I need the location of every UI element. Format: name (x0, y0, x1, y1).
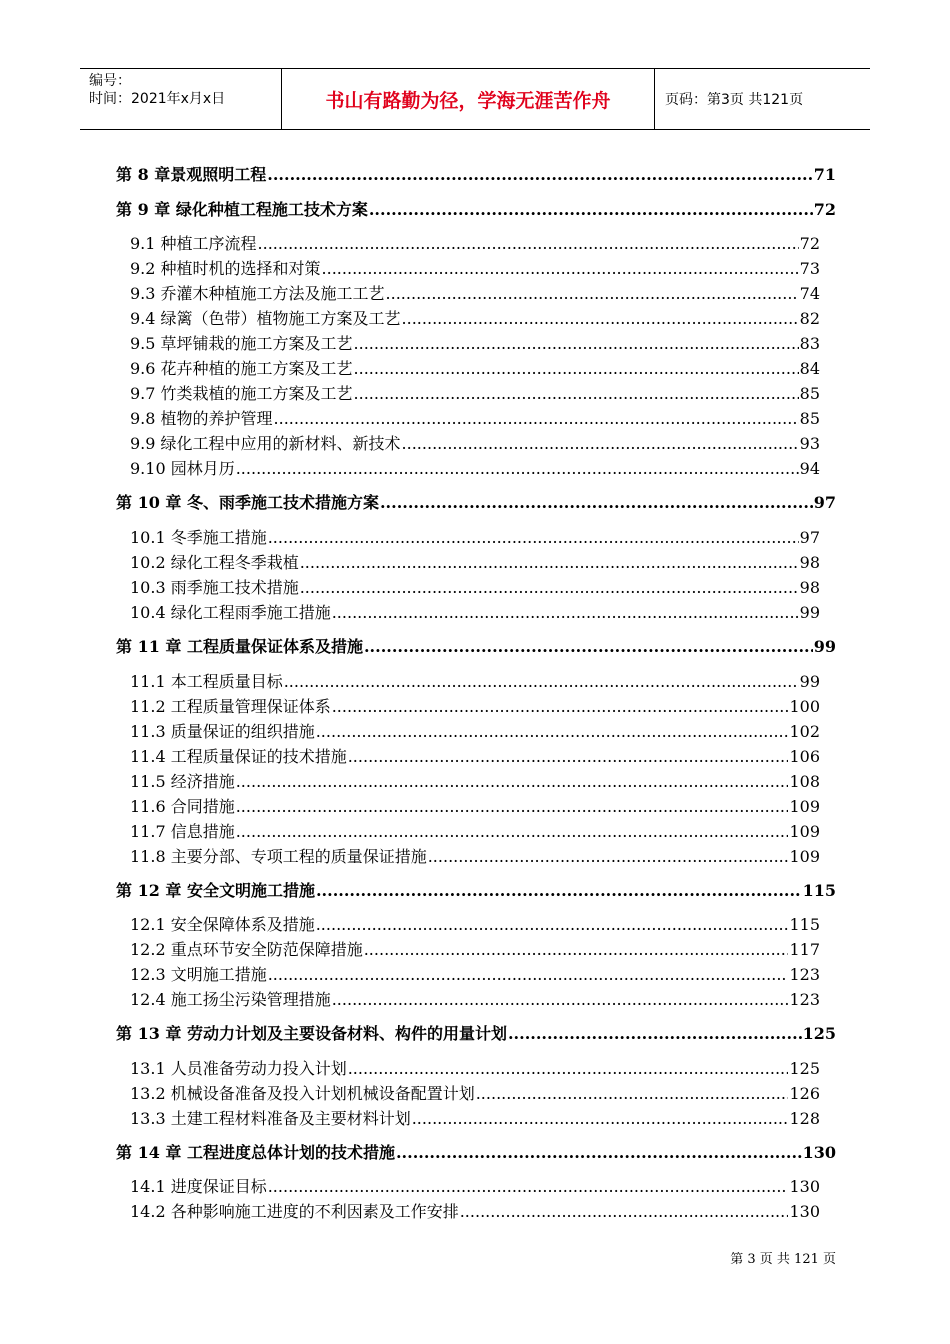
toc-entry-page: 83 (799, 334, 820, 353)
toc-leader-dots (354, 334, 799, 354)
toc-leader-dots (412, 1109, 789, 1129)
toc-entry-title: 9.8 植物的养护管理 (130, 409, 273, 428)
toc-chapter-entry[interactable] (116, 488, 836, 513)
toc-section-entry[interactable] (130, 598, 820, 623)
toc-leader-dots (332, 990, 789, 1010)
toc-entry-title: 第 11 章 工程质量保证体系及措施 (116, 637, 363, 656)
toc-leader-dots (348, 1059, 789, 1079)
toc-section-entry[interactable] (130, 548, 820, 573)
toc-leader-dots (236, 459, 799, 479)
toc-entry-title: 13.3 土建工程材料准备及主要材料计划 (130, 1109, 411, 1128)
toc-section-entry[interactable] (130, 842, 820, 867)
toc-entry-title: 9.5 草坪铺栽的施工方案及工艺 (130, 334, 353, 353)
toc-leader-dots (396, 1143, 802, 1163)
toc-section-entry[interactable] (130, 1104, 820, 1129)
toc-section-entry[interactable] (130, 1054, 820, 1079)
toc-entry-page: 71 (813, 165, 836, 184)
toc-leader-dots (476, 1084, 789, 1104)
toc-leader-dots (300, 553, 799, 573)
toc-entry-title: 9.3 乔灌木种植施工方法及施工工艺 (130, 284, 385, 303)
toc-section-entry[interactable] (130, 742, 820, 767)
toc-section-entry[interactable] (130, 1079, 820, 1104)
toc-leader-dots (402, 309, 799, 329)
toc-entry-title: 9.4 绿篱（色带）植物施工方案及工艺 (130, 309, 401, 328)
toc-entry-title: 10.4 绿化工程雨季施工措施 (130, 603, 331, 622)
toc-leader-dots (268, 965, 789, 985)
toc-entry-page: 109 (789, 822, 820, 841)
toc-entry-title: 11.1 本工程质量目标 (130, 672, 283, 691)
toc-entry-page: 109 (789, 847, 820, 866)
toc-leader-dots (316, 881, 802, 901)
toc-entry-page: 99 (799, 672, 820, 691)
toc-entry-page: 130 (789, 1177, 820, 1196)
toc-leader-dots (236, 797, 789, 817)
toc-leader-dots (236, 822, 789, 842)
toc-entry-title: 11.2 工程质量管理保证体系 (130, 697, 331, 716)
toc-leader-dots (508, 1024, 802, 1044)
toc-leader-dots (268, 528, 799, 548)
toc-entry-page: 82 (799, 309, 820, 328)
toc-leader-dots (236, 772, 789, 792)
toc-section-entry[interactable] (130, 767, 820, 792)
toc-leader-dots (274, 409, 799, 429)
toc-entry-page: 128 (789, 1109, 820, 1128)
toc-section-entry[interactable] (130, 692, 820, 717)
toc-entry-title: 14.2 各种影响施工进度的不利因素及工作安排 (130, 1202, 459, 1221)
toc-entry-title: 第 13 章 劳动力计划及主要设备材料、构件的用量计划 (116, 1024, 507, 1043)
toc-entry-title: 第 8 章景观照明工程 (116, 165, 267, 184)
toc-entry-title: 9.9 绿化工程中应用的新材料、新技术 (130, 434, 401, 453)
toc-entry-title: 9.7 竹类栽植的施工方案及工艺 (130, 384, 353, 403)
toc-entry-title: 11.4 工程质量保证的技术措施 (130, 747, 347, 766)
toc-section-entry[interactable] (130, 910, 820, 935)
document-date: 时间：2021年x月x日 (89, 91, 226, 107)
toc-section-entry[interactable] (130, 717, 820, 742)
toc-entry-page: 85 (799, 384, 820, 403)
toc-leader-dots (300, 578, 799, 598)
toc-entry-title: 14.1 进度保证目标 (130, 1177, 267, 1196)
toc-leader-dots (386, 284, 799, 304)
toc-entry-title: 9.1 种植工序流程 (130, 234, 257, 253)
toc-leader-dots (428, 847, 789, 867)
toc-entry-title: 第 12 章 安全文明施工措施 (116, 881, 315, 900)
toc-section-entry[interactable] (130, 454, 820, 479)
toc-entry-page: 125 (802, 1024, 836, 1043)
toc-section-entry[interactable] (130, 229, 820, 254)
toc-entry-page: 125 (789, 1059, 820, 1078)
toc-entry-title: 9.2 种植时机的选择和对策 (130, 259, 321, 278)
toc-section-entry[interactable] (130, 573, 820, 598)
toc-entry-page: 126 (789, 1084, 820, 1103)
toc-entry-title: 12.4 施工扬尘污染管理措施 (130, 990, 331, 1009)
toc-entry-page: 108 (789, 772, 820, 791)
toc-leader-dots (322, 259, 799, 279)
toc-entry-page: 73 (799, 259, 820, 278)
document-number-label: 编号： (89, 73, 131, 89)
toc-section-entry[interactable] (130, 354, 820, 379)
toc-entry-page: 115 (802, 881, 836, 900)
toc-section-entry[interactable] (130, 985, 820, 1010)
toc-chapter-entry[interactable] (116, 1138, 836, 1163)
toc-section-entry[interactable] (130, 429, 820, 454)
toc-leader-dots (348, 747, 789, 767)
toc-entry-title: 11.5 经济措施 (130, 772, 235, 791)
toc-entry-title: 第 9 章 绿化种植工程施工技术方案 (116, 200, 368, 219)
toc-entry-title: 12.2 重点环节安全防范保障措施 (130, 940, 363, 959)
toc-section-entry[interactable] (130, 1197, 820, 1222)
toc-leader-dots (364, 940, 789, 960)
toc-entry-page: 85 (799, 409, 820, 428)
toc-section-entry[interactable] (130, 792, 820, 817)
toc-section-entry[interactable] (130, 304, 820, 329)
toc-entry-title: 10.2 绿化工程冬季栽植 (130, 553, 299, 572)
toc-section-entry[interactable] (130, 1172, 820, 1197)
toc-entry-title: 13.1 人员准备劳动力投入计划 (130, 1059, 347, 1078)
toc-entry-title: 9.10 园林月历 (130, 459, 235, 478)
toc-leader-dots (364, 637, 813, 657)
toc-entry-page: 102 (789, 722, 820, 741)
toc-leader-dots (316, 722, 789, 742)
toc-entry-title: 12.1 安全保障体系及措施 (130, 915, 315, 934)
toc-section-entry[interactable] (130, 523, 820, 548)
toc-entry-title: 11.3 质量保证的组织措施 (130, 722, 315, 741)
toc-entry-page: 99 (799, 603, 820, 622)
toc-leader-dots (354, 384, 799, 404)
toc-leader-dots (380, 493, 813, 513)
toc-section-entry[interactable] (130, 817, 820, 842)
toc-entry-page: 117 (789, 940, 820, 959)
toc-leader-dots (402, 434, 799, 454)
toc-entry-title: 10.1 冬季施工措施 (130, 528, 267, 547)
toc-entry-page: 106 (789, 747, 820, 766)
toc-entry-page: 99 (813, 637, 836, 656)
toc-leader-dots (332, 603, 799, 623)
toc-section-entry[interactable] (130, 960, 820, 985)
toc-entry-page: 93 (799, 434, 820, 453)
toc-section-entry[interactable] (130, 379, 820, 404)
toc-entry-page: 94 (799, 459, 820, 478)
toc-leader-dots (268, 1177, 789, 1197)
toc-entry-page: 123 (789, 965, 820, 984)
toc-entry-title: 10.3 雨季施工技术措施 (130, 578, 299, 597)
header-motto: 书山有路勤为径，学海无涯苦作舟 (281, 69, 655, 129)
toc-entry-page: 130 (802, 1143, 836, 1162)
toc-entry-page: 130 (789, 1202, 820, 1221)
toc-section-entry[interactable] (130, 254, 820, 279)
toc-section-entry[interactable] (130, 329, 820, 354)
toc-section-entry[interactable] (130, 404, 820, 429)
toc-entry-page: 100 (789, 697, 820, 716)
toc-chapter-entry[interactable] (116, 160, 836, 185)
toc-entry-page: 74 (799, 284, 820, 303)
toc-leader-dots (316, 915, 789, 935)
header-meta (80, 69, 281, 129)
toc-entry-page: 98 (799, 553, 820, 572)
toc-entry-title: 13.2 机械设备准备及投入计划机械设备配置计划 (130, 1084, 475, 1103)
toc-leader-dots (258, 234, 799, 254)
toc-leader-dots (460, 1202, 789, 1222)
toc-section-entry[interactable] (130, 667, 820, 692)
toc-entry-page: 123 (789, 990, 820, 1009)
toc-chapter-entry[interactable] (116, 1019, 836, 1044)
toc-entry-title: 11.6 合同措施 (130, 797, 235, 816)
toc-entry-title: 第 10 章 冬、雨季施工技术措施方案 (116, 493, 379, 512)
toc-section-entry[interactable] (130, 935, 820, 960)
toc-chapter-entry[interactable] (116, 876, 836, 901)
page-header (80, 68, 870, 130)
toc-leader-dots (369, 200, 813, 220)
toc-leader-dots (354, 359, 799, 379)
toc-entry-page: 84 (799, 359, 820, 378)
toc-entry-page: 115 (789, 915, 820, 934)
toc-entry-title: 第 14 章 工程进度总体计划的技术措施 (116, 1143, 395, 1162)
toc-entry-page: 98 (799, 578, 820, 597)
toc-section-entry[interactable] (130, 279, 820, 304)
toc-entry-title: 9.6 花卉种植的施工方案及工艺 (130, 359, 353, 378)
toc-leader-dots (284, 672, 799, 692)
toc-chapter-entry[interactable] (116, 195, 836, 220)
toc-chapter-entry[interactable] (116, 632, 836, 657)
toc-entry-page: 72 (813, 200, 836, 219)
toc-leader-dots (267, 165, 812, 185)
toc-entry-title: 11.7 信息措施 (130, 822, 235, 841)
toc-entry-page: 72 (799, 234, 820, 253)
toc-entry-title: 11.8 主要分部、专项工程的质量保证措施 (130, 847, 427, 866)
page-footer: 第 3 页 共 121 页 (730, 1252, 836, 1267)
toc-leader-dots (332, 697, 789, 717)
toc-entry-page: 97 (799, 528, 820, 547)
toc-entry-page: 97 (813, 493, 836, 512)
toc-entry-title: 12.3 文明施工措施 (130, 965, 267, 984)
toc-entry-page: 109 (789, 797, 820, 816)
header-page-info: 页码：第3页 共121页 (665, 92, 804, 108)
